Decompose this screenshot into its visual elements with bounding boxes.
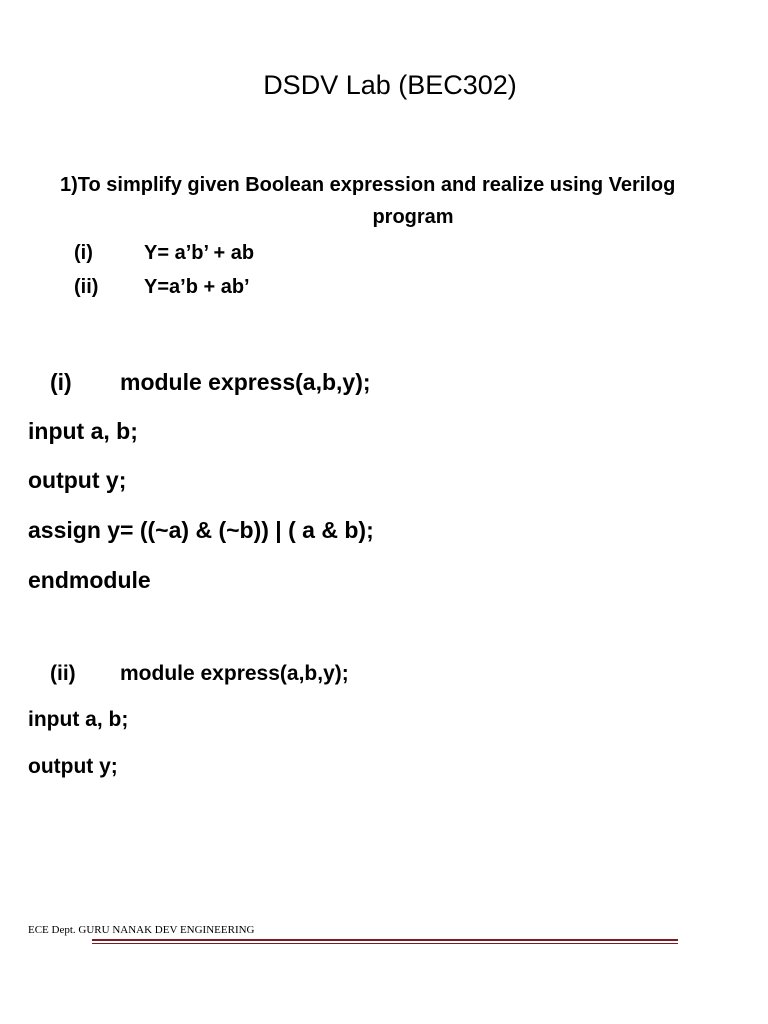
question-number: 1) [60,174,78,196]
subpart-i [74,242,254,265]
page-title: DSDV Lab (BEC302) [263,70,517,100]
code-i-end-line: endmodule [28,567,151,593]
code-i-module: module express(a,b,y); [120,369,371,395]
question-line-1 [60,174,675,197]
code-i-marker: (i) [50,369,72,395]
code-i-input-line: input a, b; [28,418,138,444]
code-ii-input-line: input a, b; [28,708,129,731]
code-ii-module-line [50,662,349,686]
code-i-module-line [50,369,371,396]
subpart-ii [74,276,250,299]
subpart-expression: Y=a’b + ab’ [144,276,250,298]
subpart-marker: (ii) [74,276,99,298]
footer-text: ECE Dept. GURU NANAK DEV ENGINEERING [28,924,255,936]
code-ii-module: module express(a,b,y); [120,662,349,685]
footer-rule-thin [92,943,678,944]
question-text-1: To simplify given Boolean expression and realize using Verilog [77,174,676,196]
subpart-expression: Y= a’b’ + ab [144,242,255,264]
question-text-2: program [372,206,454,228]
code-i-assign-line: assign y= ((~a) & (~b)) | ( a & b); [28,517,374,543]
code-ii-marker: (ii) [50,662,76,685]
footer-rule [92,939,678,941]
subpart-marker: (i) [74,242,93,264]
code-i-output-line: output y; [28,467,127,493]
code-ii-output-line: output y; [28,755,118,778]
